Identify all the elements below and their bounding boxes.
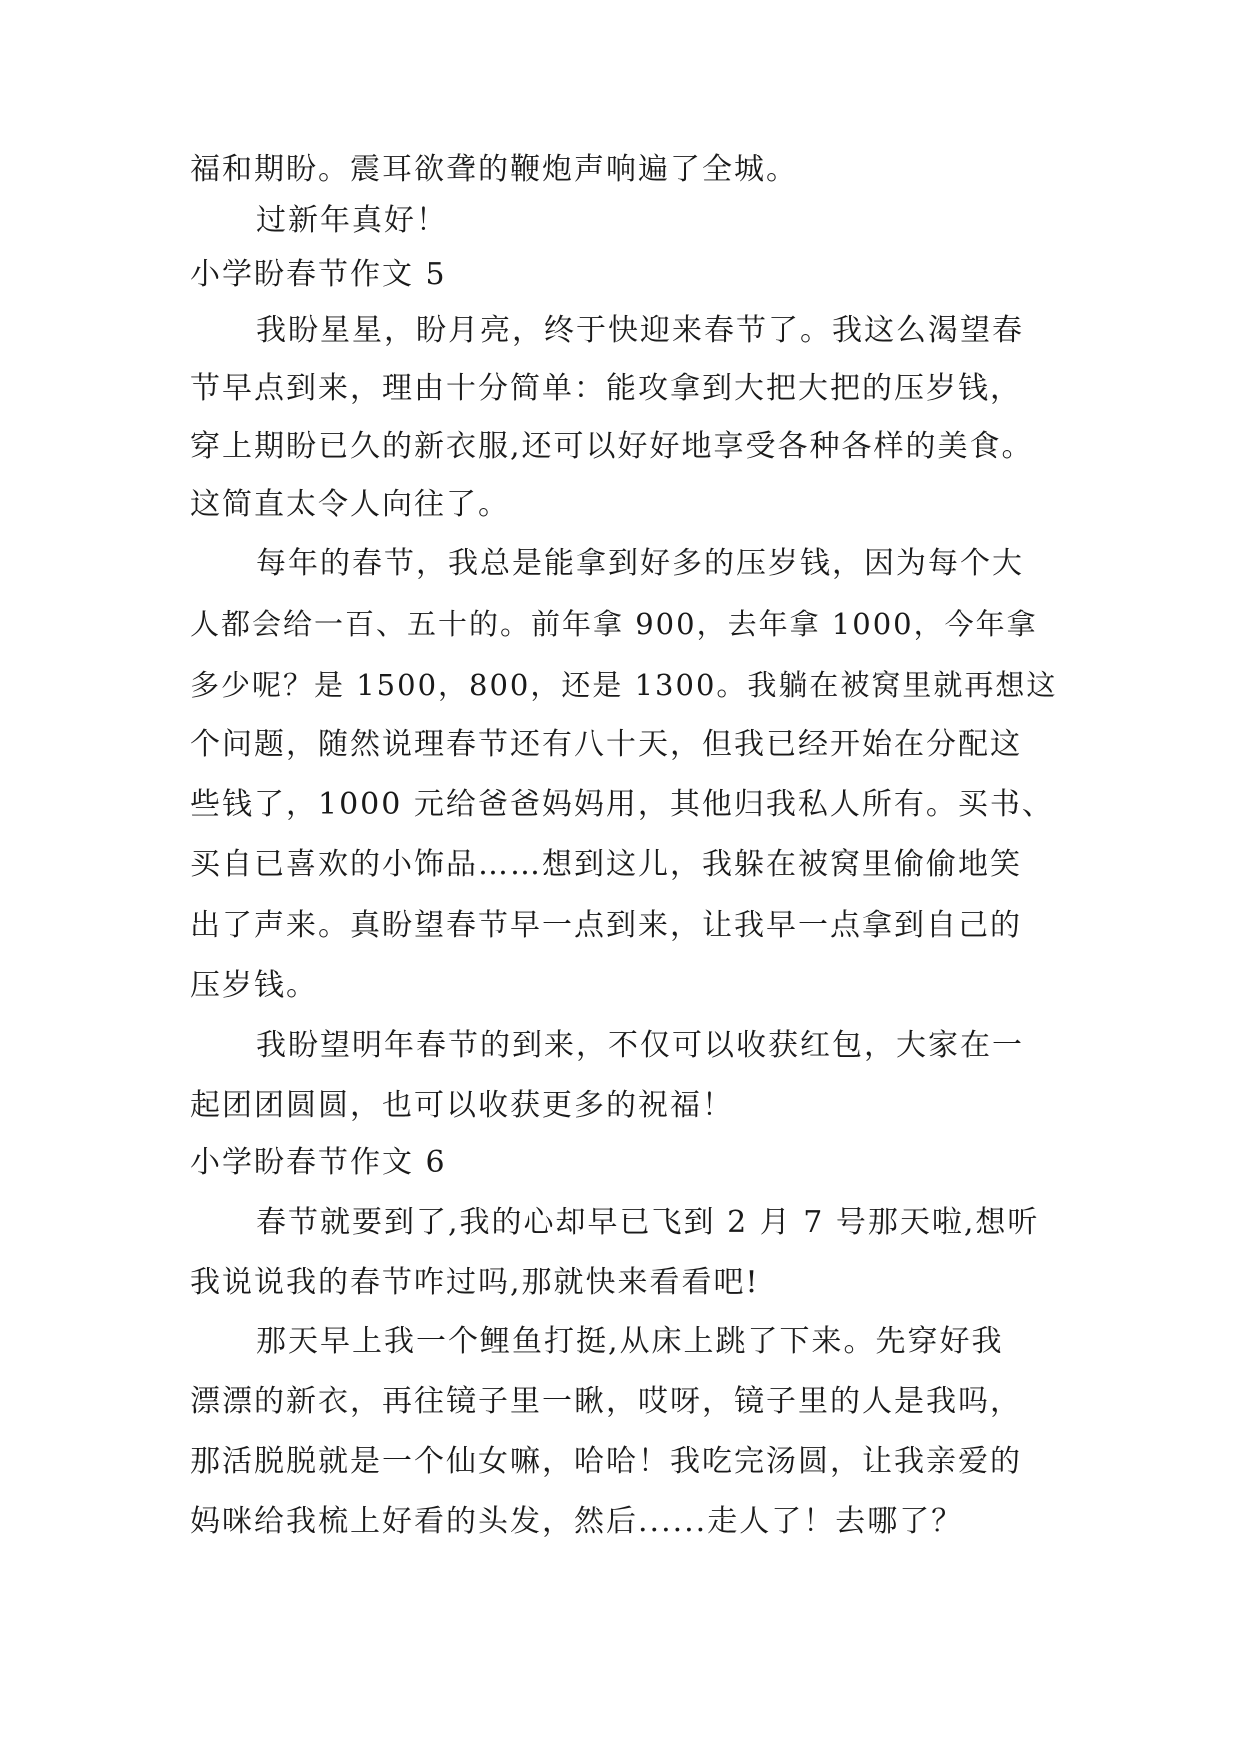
text-line: 那天早上我一个鲤鱼打挺,从床上跳了下来。先穿好我 bbox=[256, 1324, 1004, 1359]
text-line: 妈咪给我梳上好看的头发，然后......走人了！去哪了？ bbox=[190, 1504, 964, 1539]
text-line: 过新年真好！ bbox=[256, 203, 448, 238]
text-line: 人都会给一百、五十的。前年拿 900，去年拿 1000，今年拿 bbox=[190, 607, 1038, 641]
text-line: 我盼望明年春节的到来，不仅可以收获红包，大家在一 bbox=[256, 1028, 1024, 1063]
text-line: 压岁钱。 bbox=[190, 968, 318, 1003]
text-line: 买自已喜欢的小饰品……想到这儿，我躲在被窝里偷偷地笑 bbox=[190, 847, 1022, 882]
text-line: 个问题，随然说理春节还有八十天，但我已经开始在分配这 bbox=[190, 727, 1022, 762]
text-line: 节早点到来，理由十分简单：能攻拿到大把大把的压岁钱， bbox=[190, 371, 1022, 406]
text-line: 春节就要到了,我的心却早已飞到 2 月 7 号那天啦,想听 bbox=[256, 1205, 1040, 1240]
text-line: 那活脱脱就是一个仙女嘛，哈哈！我吃完汤圆，让我亲爱的 bbox=[190, 1444, 1022, 1479]
text-line: 多少呢？是 1500，800，还是 1300。我躺在被窝里就再想这 bbox=[190, 668, 1058, 702]
text-line: 些钱了，1000 元给爸爸妈妈用，其他归我私人所有。买书、 bbox=[190, 787, 1054, 822]
text-line: 每年的春节，我总是能拿到好多的压岁钱，因为每个大 bbox=[256, 546, 1024, 581]
text-line: 穿上期盼已久的新衣服,还可以好好地享受各种各样的美食。 bbox=[190, 429, 1034, 464]
text-line: 漂漂的新衣，再往镜子里一瞅，哎呀，镜子里的人是我吗， bbox=[190, 1384, 1022, 1419]
section-heading: 小学盼春节作文 5 bbox=[190, 257, 447, 292]
text-line: 福和期盼。震耳欲聋的鞭炮声响遍了全城。 bbox=[190, 152, 798, 187]
text-line: 我说说我的春节咋过吗,那就快来看看吧! bbox=[190, 1265, 760, 1300]
section-heading: 小学盼春节作文 6 bbox=[190, 1145, 447, 1180]
text-line: 我盼星星，盼月亮，终于快迎来春节了。我这么渴望春 bbox=[256, 313, 1024, 348]
text-line: 起团团圆圆，也可以收获更多的祝福！ bbox=[190, 1088, 734, 1123]
text-line: 出了声来。真盼望春节早一点到来，让我早一点拿到自己的 bbox=[190, 908, 1022, 943]
text-line: 这简直太令人向往了。 bbox=[190, 487, 510, 522]
